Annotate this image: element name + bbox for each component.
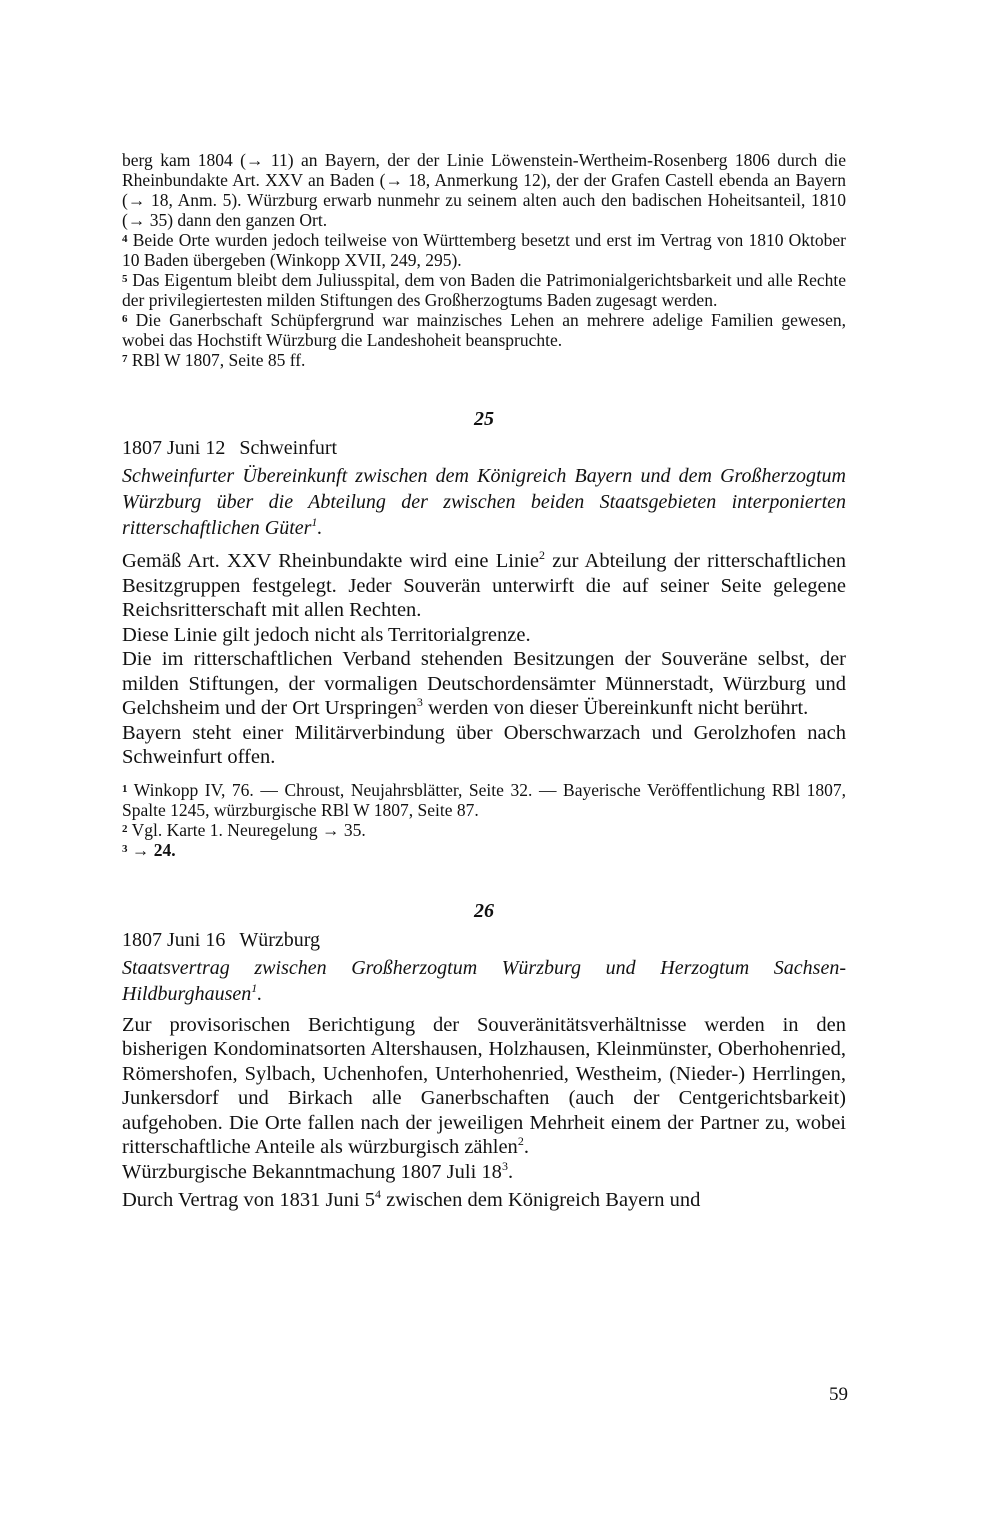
document-place: Schweinfurt	[239, 437, 338, 459]
document-date-place	[122, 435, 846, 461]
footnote-mark: 6	[122, 313, 128, 325]
footnote-text: Winkopp IV, 76. — Chroust, Neujahrsblätter, Seite 32. — Bayerische Veröffentlichung RBl 1807, Spalte 1245, würzburgische RBl W 1807, Seite 87.	[122, 779, 847, 820]
paragraph	[122, 647, 846, 721]
document-title: Staatsvertrag zwischen Großherzogtum Würzburg und Herzogtum Sachsen-Hildburghausen$^1$.	[122, 956, 846, 1005]
document-footnotes	[122, 780, 846, 860]
footnote-continuation	[122, 150, 846, 230]
paragraph-text: Zur provisorischen Berichtigung der Souveränitätsverhältnisse werden in den bisherigen Kondominatsorten Altershausen, Holzhausen, Kleinmünster, Oberhohenried, Römershofen, Sylbach, Uchenhofen, Unterhohenried, Westheim, (Nieder-) Herrlingen, Junkersdorf und Birkach alle Ganerbschaften (auch der Centgerichtsbarkeit) aufgehoben. Die Orte fallen nach der jeweiligen Mehrheit einem der Partner zu, wobei ritterschaftliche Anteile als würzburgisch zählen	[122, 1013, 846, 1158]
paragraph: Bayern steht einer Militärverbindung über Oberschwarzach und Gerolzhofen nach Schweinfurt offen.	[122, 721, 846, 768]
paragraph-text: .	[507, 1160, 514, 1183]
footnote-1	[122, 780, 846, 820]
document-number: 25	[474, 408, 494, 430]
footnote-ref: 2	[517, 1134, 524, 1148]
footnotes-top	[122, 150, 846, 370]
document-number: 26	[474, 899, 494, 922]
footnote-4	[122, 230, 846, 270]
footnote-ref: 3	[416, 695, 423, 709]
paragraph-text: Gemäß Art. XXV Rheinbundakte wird eine Linie	[122, 550, 540, 572]
footnote-mark: 5	[122, 273, 128, 285]
footnote-6	[122, 310, 846, 350]
footnote-ref: 1	[311, 515, 318, 529]
footnote-mark: 2	[122, 822, 128, 835]
footnote-mark: 4	[122, 233, 128, 245]
footnote-mark: 7	[122, 353, 128, 365]
footnote-ref: 4	[375, 1187, 381, 1201]
footnote-text: Die Ganerbschaft Schüpfergrund war mainzisches Lehen an mehrere adelige Familien gewesen, wobei das Hochstift Würzburg die Landeshoheit beanspruchte.	[122, 310, 847, 350]
paragraph	[122, 1160, 846, 1185]
document-25	[122, 408, 846, 860]
paragraph-text: werden von dieser Übereinkunft nicht berührt.	[422, 697, 809, 719]
document-body	[122, 549, 846, 770]
footnote-text: Das Eigentum bleibt dem Juliusspital, dem von Baden die Patrimonialgerichtsbarkeit und alle Rechte der privilegiertesten milden Stiftungen des Großherzogtums Baden zugesagt werden.	[122, 270, 846, 310]
footnote-text: Vgl. Karte 1. Neuregelung → 35.	[131, 819, 366, 840]
footnote-mark: 3	[122, 842, 128, 855]
document-body	[122, 1013, 846, 1213]
footnote-text: RBl W 1807, Seite 85 ff.	[131, 350, 306, 370]
footnote-ref: 3	[501, 1158, 508, 1173]
paragraph-text: zur Abteilung der ritterschaftlichen Besitzgruppen festgelegt. Jeder Souverän unterwirft die auf seiner Seite gelegene Reichsritterschaft mit allen Rechten.	[122, 550, 847, 621]
footnote-mark: 1	[122, 782, 128, 795]
footnote-text: → 24.	[131, 839, 176, 860]
paragraph	[122, 1013, 846, 1160]
document-date-place	[122, 927, 846, 953]
footnote-5	[122, 270, 846, 310]
document-title-text: Schweinfurter Übereinkunft zwischen dem Königreich Bayern und dem Großherzogtum Würzburg über die Abteilung der zwischen beiden Staatsgebieten interponierten ritterschaftlichen Güter	[122, 465, 846, 539]
paragraph	[122, 549, 846, 623]
paragraph: Diese Linie gilt jedoch nicht als Territorialgrenze.	[122, 623, 531, 646]
page-content	[122, 150, 846, 1213]
footnote-7	[122, 350, 846, 370]
paragraph	[122, 1188, 846, 1213]
footnote-2	[122, 820, 846, 840]
page-number: 59	[829, 1384, 848, 1405]
document-26	[122, 900, 846, 1213]
footnote-3	[122, 840, 846, 860]
paragraph-text: Die im ritterschaftlichen Verband stehenden Besitzungen der Souveräne selbst, der milden Stiftungen, der vormaligen Deutschordensämter Münnerstadt, Würzburg und Gelchsheim und der Ort Urspringen	[122, 648, 846, 719]
paragraph-text: Würzburgische Bekanntmachung 1807 Juli 18	[122, 1160, 502, 1183]
paragraph-text: Durch Vertrag von 1831 Juni 5	[122, 1189, 375, 1211]
paragraph-text: .	[523, 1136, 529, 1158]
document-date: 1807 Juni 12	[122, 437, 226, 459]
footnote-ref: 1	[251, 980, 258, 995]
paragraph-text: zwischen dem Königreich Bayern und	[381, 1189, 701, 1211]
footnote-text: Beide Orte wurden jedoch teilweise von Württemberg besetzt und erst im Vertrag von 1810 Oktober 10 Baden übergeben (Winkopp XVII, 249, 295).	[122, 230, 846, 270]
footnote-text: berg kam 1804 (→ 11) an Bayern, der der Linie Löwenstein-Wertheim-Rosenberg 1806 durch die Rheinbundakte Art. XXV an Baden (→ 18, Anmerkung 12), der der Grafen Castell ebenda an Bayern (→ 18, Anm. 5). Würzburg erwarb nunmehr zu seinem alten auch den badischen Hoheitsanteil, 1810 (→ 35) dann den ganzen Ort.	[122, 150, 846, 230]
document-title-text: Staatsvertrag zwischen Großherzogtum Würzburg und Herzogtum Sachsen-Hildburghausen	[122, 956, 846, 1005]
document-title: Schweinfurter Übereinkunft zwischen dem Königreich Bayern und dem Großherzogtum Würzburg über die Abteilung der zwischen beiden Staatsgebieten interponierten ritterschaftlichen Güter$^1$.	[122, 465, 846, 539]
document-date: 1807 Juni 16	[122, 928, 226, 951]
document-place: Würzburg	[239, 928, 321, 951]
footnote-ref: 2	[539, 548, 546, 562]
